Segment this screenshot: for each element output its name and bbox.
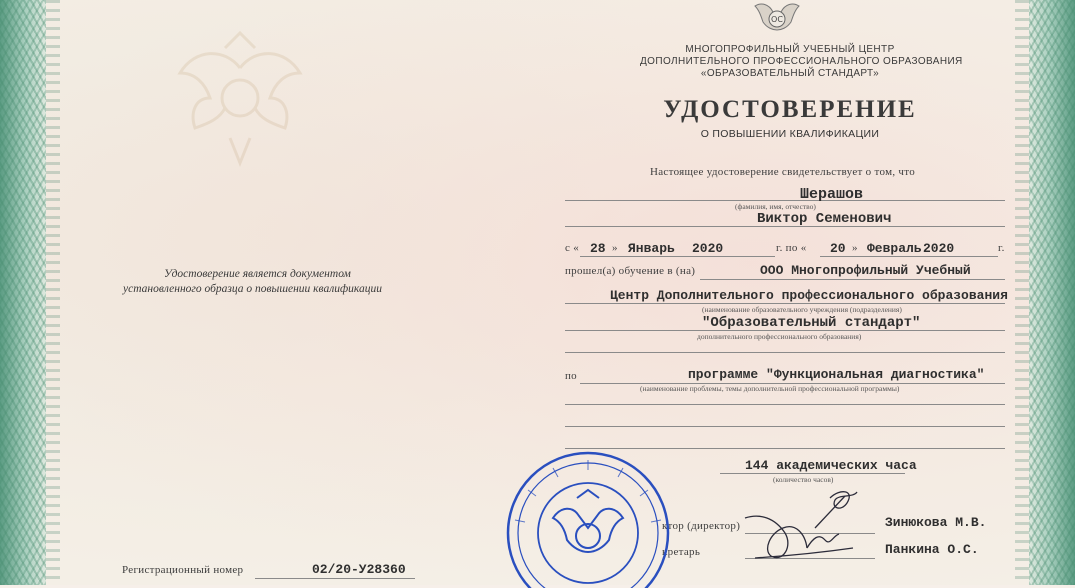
registration-underline: [255, 578, 415, 579]
right-border-edge: [1015, 0, 1029, 585]
date-to-prefix: г. по «: [776, 242, 807, 254]
date-to-suffix: г.: [998, 242, 1005, 254]
left-note-line-2: установленного образца о повышении квалификации: [123, 283, 382, 295]
secretary-label: кретарь: [662, 546, 701, 558]
date-to-quote: »: [852, 242, 858, 254]
emblem-letters: ОС: [771, 15, 783, 24]
blank-underline-1: [565, 352, 1005, 353]
intro-text: Настоящее удостоверение свидетельствует о том, что: [650, 166, 916, 178]
hours-underline: [720, 473, 905, 474]
org-line-1: МНОГОПРОФИЛЬНЫЙ УЧЕБНЫЙ ЦЕНТР: [685, 44, 895, 55]
date-to-year: 2020: [923, 241, 955, 256]
registration-label: Регистрационный номер: [122, 564, 244, 576]
blank-underline-2: [565, 404, 1005, 405]
secretary-name: Панкина О.С.: [885, 542, 979, 557]
institution-line-1: ООО Многопрофильный Учебный: [760, 263, 971, 278]
institution-caption-2: дополнительного профессионального образования): [697, 332, 862, 341]
org-line-2: ДОПОЛНИТЕЛЬНОГО ПРОФЕССИОНАЛЬНОГО ОБРАЗОВАНИЯ: [640, 56, 963, 67]
institution-underline-2: [565, 303, 1005, 304]
left-note-line-1: Удостоверение является документом: [164, 268, 351, 280]
date-from-quote: »: [612, 242, 618, 254]
program-value: программе "Функциональная диагностика": [688, 367, 985, 382]
left-border-edge: [46, 0, 60, 585]
rector-label: ктор (директор): [662, 520, 741, 532]
program-caption: (наименование проблемы, темы дополнительной профессиональной программы): [640, 384, 900, 393]
date-from-month: Январь: [628, 241, 675, 256]
institution-underline-1: [700, 279, 1005, 280]
eagle-watermark-icon: [165, 28, 315, 178]
name-caption: (фамилия, имя, отчество): [735, 202, 816, 211]
institution-line-3: "Образовательный стандарт": [702, 315, 921, 331]
studied-label: прошел(а) обучение в (на): [565, 265, 696, 277]
blank-underline-3: [565, 426, 1005, 427]
document-title: УДОСТОВЕРЕНИЕ: [663, 96, 917, 123]
name-underline: [565, 200, 1005, 201]
program-prefix: по: [565, 370, 577, 382]
eagle-emblem-icon: [751, 0, 803, 34]
date-to-underline: [820, 256, 998, 257]
surname-value: Шерашов: [800, 186, 864, 203]
right-guilloche-border: [1029, 0, 1075, 585]
given-names-value: Виктор Семенович: [757, 211, 892, 227]
handwritten-signature-icon: [735, 478, 865, 568]
official-stamp-icon: [503, 448, 673, 588]
institution-caption: (наименование образовательного учреждения (подразделения): [702, 305, 902, 314]
hours-caption: (количество часов): [773, 475, 834, 484]
registration-number: 02/20-У28360: [312, 562, 406, 577]
date-from-day: 28: [590, 241, 606, 256]
document-subtitle: О ПОВЫШЕНИИ КВАЛИФИКАЦИИ: [700, 128, 880, 140]
date-to-month: Февраль: [867, 241, 922, 256]
left-guilloche-border: [0, 0, 46, 585]
date-from-underline: [580, 256, 775, 257]
date-to-day: 20: [830, 241, 846, 256]
hours-value: 144 академических часа: [745, 458, 917, 473]
rector-name: Зинюкова М.В.: [885, 515, 987, 530]
institution-line-2: Центр Дополнительного профессионального образования: [610, 288, 1008, 303]
date-from-year: 2020: [692, 241, 724, 256]
org-line-3: «ОБРАЗОВАТЕЛЬНЫЙ СТАНДАРТ»: [700, 68, 880, 79]
date-from-prefix: с «: [565, 242, 580, 254]
